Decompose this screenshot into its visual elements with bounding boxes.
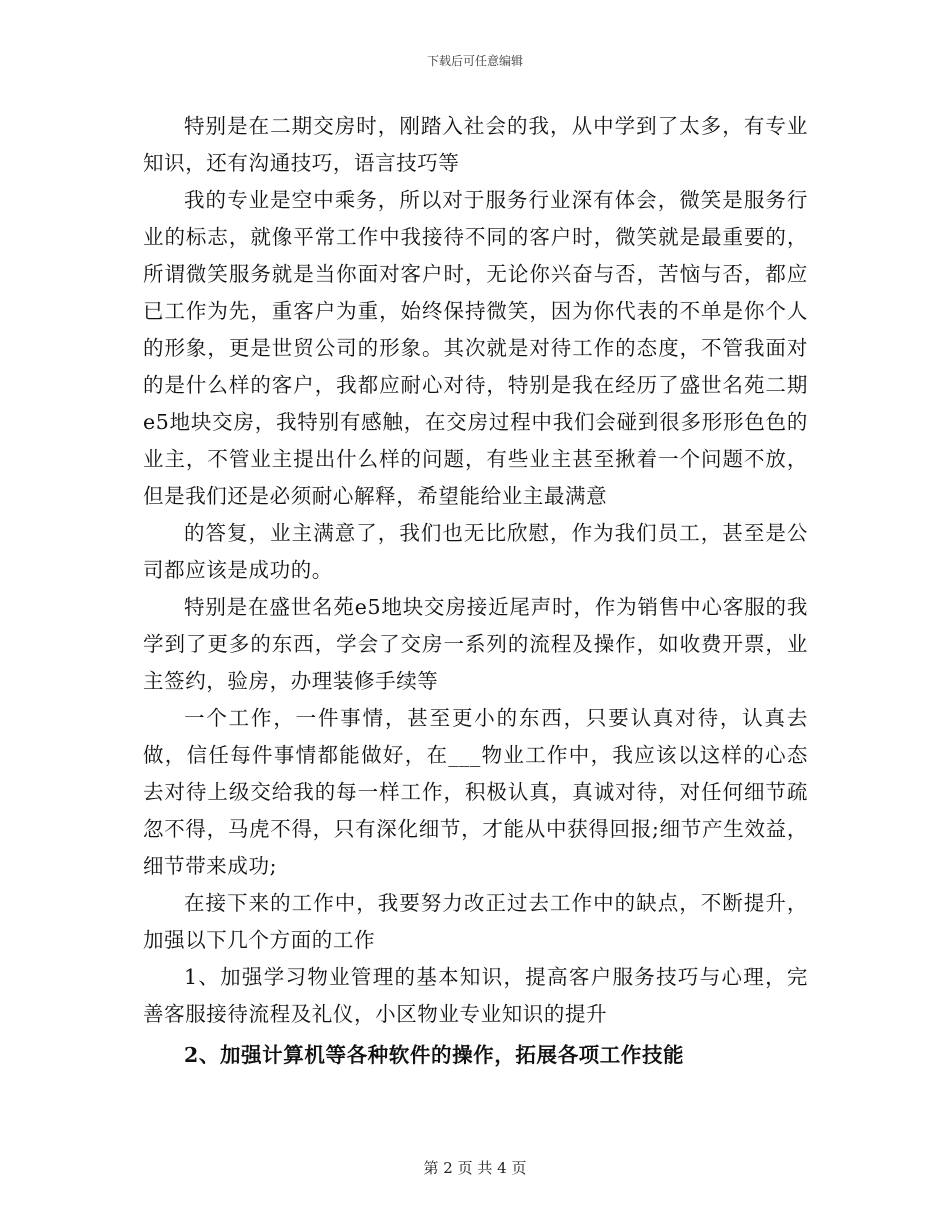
paragraph-1: 特别是在二期交房时，刚踏入社会的我，从中学到了太多，有专业知识，还有沟通技巧，语言技巧等	[143, 114, 808, 175]
page-footer: 第 2 页 共 4 页	[423, 1159, 527, 1177]
paragraph-7: 1、加强学习物业管理的基本知识，提高客户服务技巧与心理，完善客服接待流程及礼仪，小区物业专业知识的提升	[143, 965, 808, 1026]
paragraph-4: 特别是在盛世名苑e5地块交房接近尾声时，作为销售中心客服的我学到了更多的东西，学会了交房一系列的流程及操作，如收费开票，业主签约，验房，办理装修手续等	[143, 595, 808, 693]
paragraph-3: 的答复，业主满意了，我们也无比欣慰，作为我们员工，甚至是公司都应该是成功的。	[143, 521, 808, 582]
page-header: 下载后可任意编辑	[426, 54, 523, 68]
paragraph-2: 我的专业是空中乘务，所以对于服务行业深有体会，微笑是服务行业的标志，就像平常工作中我接待不同的客户时，微笑就是最重要的，所谓微笑服务就是当你面对客户时，无论你兴奋与否，苦恼与否，都应已工作为先，重客户为重，始终保持微笑，因为你代表的不单是你个人的形象，更是世贸公司的形象。其次就是对待工作的态度，不管我面对的是什么样的客户，我都应耐心对待，特别是我在经历了盛世名苑二期e5地块交房，我特别有感触，在交房过程中我们会碰到很多形形色色的业主，不管业主提出什么样的问题，有些业主甚至揪着一个问题不放，但是我们还是必须耐心解释，希望能给业主最满意	[143, 188, 808, 508]
paragraph-6: 在接下来的工作中，我要努力改正过去工作中的缺点，不断提升，加强以下几个方面的工作	[143, 891, 808, 952]
paragraph-5: 一个工作，一件事情，甚至更小的东西，只要认真对待，认真去做，信任每件事情都能做好，在___物业工作中，我应该以这样的心态去对待上级交给我的每一样工作，积极认真，真诚对待，对任何细节疏忽不得，马虎不得，只有深化细节，才能从中获得回报;细节产生效益，细节带来成功;	[143, 706, 808, 878]
document-body	[143, 108, 808, 1074]
paragraph-8-heading: 2、加强计算机等各种软件的操作，拓展各项工作技能	[184, 1043, 685, 1067]
